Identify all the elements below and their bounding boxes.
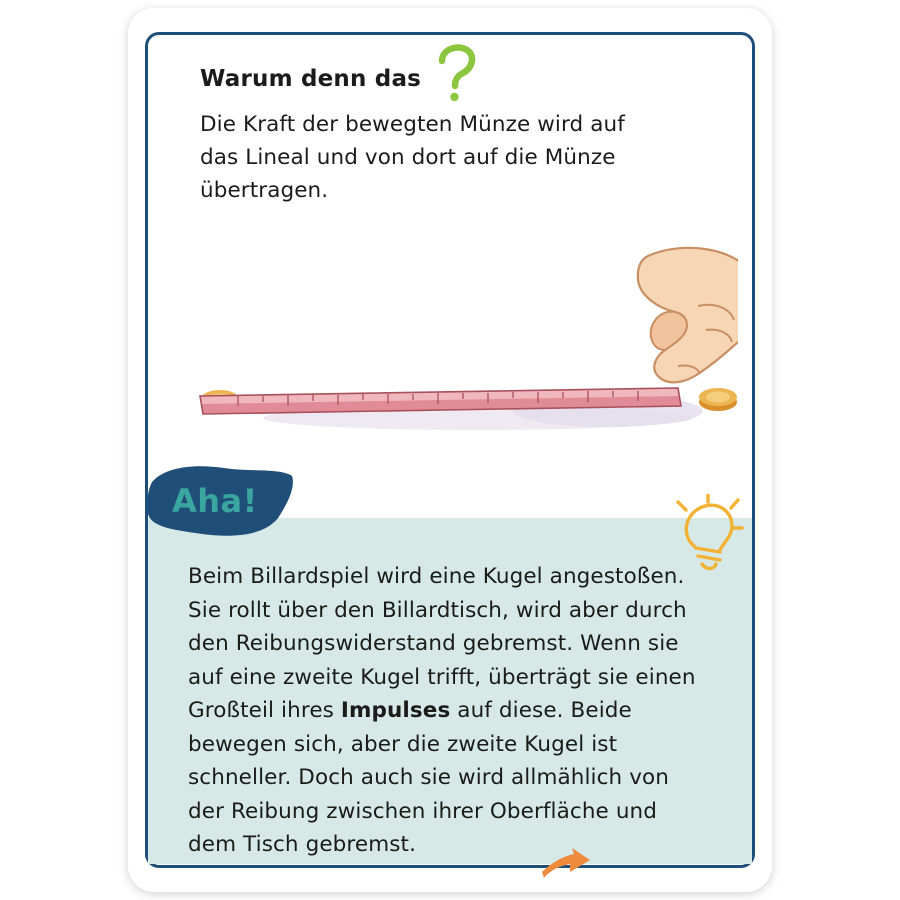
arrow-right-icon xyxy=(538,846,594,886)
aha-text-bold: Impulses xyxy=(340,698,451,723)
question-mark-icon xyxy=(432,42,480,104)
aha-label: Aha! xyxy=(172,482,258,520)
info-card xyxy=(128,8,772,892)
aha-body-text xyxy=(188,560,708,862)
coin-right xyxy=(699,388,737,411)
question-body-text: Die Kraft der bewegten Münze wird auf das Lineal und von dort auf die Münze übertragen. xyxy=(200,112,625,203)
heading-row xyxy=(200,64,720,104)
aha-text-part2: auf diese. Beide bewegen sich, aber die zweite Kugel ist schneller. Doch auch sie wird allmählich von der Reibung zwischen ihrer Oberfläche und dem Tisch gebremst. xyxy=(188,698,670,857)
page-title: Warum denn das xyxy=(200,66,422,92)
question-section xyxy=(148,36,752,466)
hand-flicking-coin-under-ruler-illustration xyxy=(178,246,738,446)
aha-text-part1: Beim Billardspiel wird eine Kugel angestoßen. Sie rollt über den Billardtisch, wird aber durch den Reibungswiderstand gebremst. Wenn sie auf eine zweite Kugel trifft, überträgt sie einen Großteil ihres xyxy=(188,564,696,723)
hand xyxy=(638,248,738,383)
